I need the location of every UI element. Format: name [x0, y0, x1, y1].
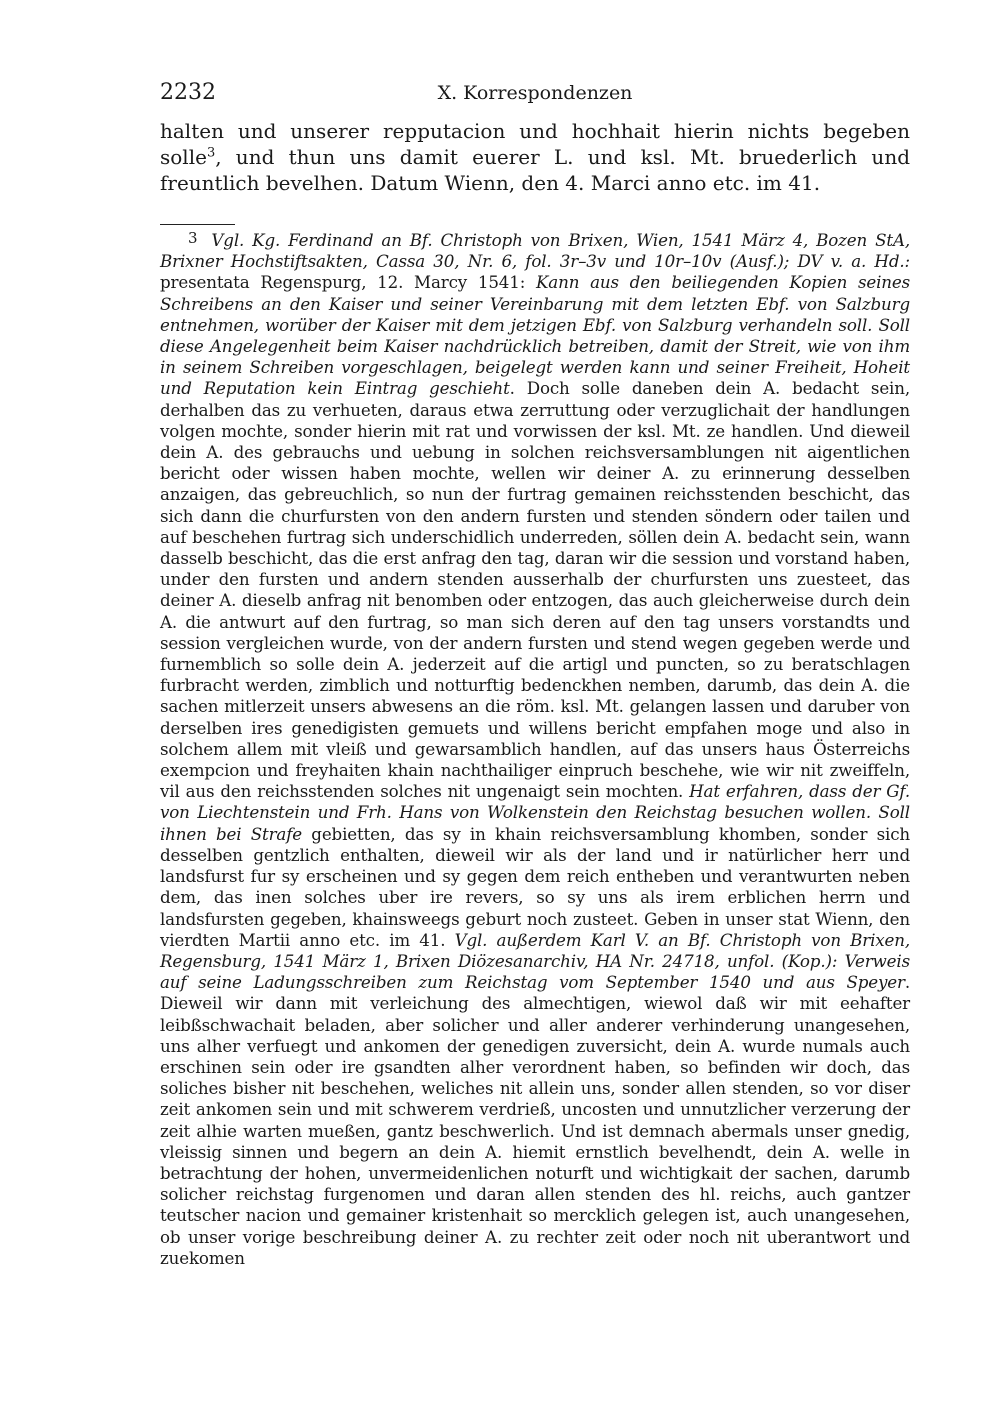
main-text-part2: , und thun uns damit euerer L. und ksl. Mt. bruederlich und freuntlich bevelhen. Datum Wienn, den 4. Marci anno etc. im 41.: [160, 145, 910, 195]
footnote-segment-6: gebietten, das sy in khain reichsversamblung khomben, sonder sich desselben gentzlich enthalten, dieweil wir als der land und ir natürlicher herr und landsfurst fur sy erscheinen und sy gegen dem reich entheben und verantwurten neben dem, das inen solches uber ire revers, so sy uns als irem erblichen herrn und landsfursten gegeben, khainsweegs geburt noch zusteet. Geben in unser stat Wienn, den vierdten Martii anno etc. im 41.: [160, 823, 910, 950]
footnote-segment-1: Vgl. Kg. Ferdinand an Bf. Christoph von Brixen, Wien, 1541 März 4, Bozen StA, Brixner Hochstiftsakten, Cassa 30, Nr. 6, fol. 3r–3v und 10r–10v (Ausf.); DV v. a. Hd.:: [160, 230, 910, 272]
running-title: X. Korrespondenzen: [437, 82, 633, 104]
footnote-segment-7: Vgl. außerdem Karl V. an Bf. Christoph von Brixen, Regensburg, 1541 März 1, Brixen Diözesanarchiv, HA Nr. 24718, unfol. (Kop.): Verweis auf seine Ladungsschreiben zum Reichstag vom September 1540 und aus Speyer: [160, 929, 910, 993]
footnote-number: 3: [188, 229, 198, 247]
footnote-segment-2: presentata Regenspurg, 12. Marcy 1541:: [160, 272, 536, 293]
footnote-segment-8: . Dieweil wir dann mit verleichung des almechtigen, wiewol daß wir mit eehafter leibßschwachait beladen, aber solicher und aller anderer verhinderung unangesehen, uns alher verfuegt und ankomen der genedigen zuversicht, dein A. wurde numals auch erschinen sein oder ire gsandten alher verordnent haben, so befinden wir doch, das soliches bisher nit beschehen, weliches nit allein uns, sonder allen stenden, so vor diser zeit ankomen sein und mit schwerem verdrieß, uncosten und unnutzlicher verzerung der zeit alhie warten mueßen, gantz beschwerlich. Und ist demnach abermals unser gnedig, vleissig sinnen und begern an dein A. hiemit ernstlich bevelhendt, dein A. welle in betrachtung der hohen, unvermeidenlichen noturft und wichtigkait der sachen, darumb solicher reichstag furgenomen und daran allen stenden des hl. reichs, auch gantzer teutscher nacion und gemainer kristenhait so mercklich gelegen ist, auch unangesehen, ob unser vorige beschreibung deiner A. zu rechter zeit oder noch nit uberantwort und zuekomen: [160, 972, 910, 1268]
footnote: [160, 228, 910, 1269]
footnote-reference: 3: [206, 145, 216, 161]
footnote-segment-3: Kann aus den beiliegenden Kopien seines Schreibens an den Kaiser und seiner Vereinbarung mit dem letzten Ebf. von Salzburg entnehmen, worüber der Kaiser mit dem jetzigen Ebf. von Salzburg verhandeln soll. Soll diese Angelegenheit beim Kaiser nachdrücklich betreiben, damit der Streit, wie von ihm in seinem Schreiben vorgeschlagen, beigelegt werden kann und seiner Freiheit, Hoheit und Reputation kein Eintrag geschieht: [160, 272, 911, 399]
page-number: 2232: [160, 80, 216, 105]
footnote-segment-4: . Doch solle daneben dein A. bedacht sein, derhalben das zu verhueten, daraus etwa zerruttung oder verzuglichait der handlungen volgen mochte, sonder hierin mit rat und vorwissen der ksl. Mt. ze handlen. Und dieweil dein A. des gebrauchs und uebung in solchen reichsversamblungen nit aigentlichen bericht oder wissen haben mochte, wellen wir deiner A. zu erinnerung desselben anzaigen, das gebreuchlich, so nun der furtrag gemainen reichsstenden beschicht, das sich dann die churfursten von den andern fursten und stenden söndern oder tailen und auf beschehen furtrag sich underschidlich underreden, söllen dein A. bedacht sein, wann dasselb beschicht, das die erst anfrag den tag, daran wir die session und vorstand haben, under den fursten und andern stenden ausserhalb der churfursten uns zuesteet, das deiner A. dieselb anfrag nit benomben oder entzogen, das auch gleicherweise durch dein A. die antwurt auf den furtrag, so man sich deren auf den tag unsers vorstandts und session vergleichen wurde, von der andern fursten und stend wegen gegeben werde und furnemblich so solle dein A. jederzeit auf die artigl und puncten, so zu beratschlagen furbracht werden, zimblich und notturftig bedenckhen nemben, darumb, das dein A. die sachen mitlerzeit unsers abwesens an die röm. ksl. Mt. gelangen lassen und daruber von derselben ires genedigisten gemuets und willens bericht empfahen moge und also in solchem allem mit vleiß und gewarsamblich handlen, auf das unsers haus Österreichs exempcion und freyhaiten khain nachthailiger einpruch beschehe, wie wir nit zweiffeln, vil aus den reichsstenden solches nit ungenaigt sein mochten.: [160, 378, 910, 802]
footnote-separator: [160, 224, 235, 225]
page-header: [160, 80, 910, 110]
main-text: [160, 118, 910, 196]
footnote-segment-5: Hat erfahren, dass der Gf. von Liechtenstein und Frh. Hans von Wolkenstein den Reichstag besuchen wollen. Soll ihnen bei Strafe: [160, 781, 910, 844]
main-text-part1: halten und unserer repputacion und hochhait hierin nichts begeben solle: [160, 119, 910, 169]
main-paragraph: [160, 118, 910, 196]
